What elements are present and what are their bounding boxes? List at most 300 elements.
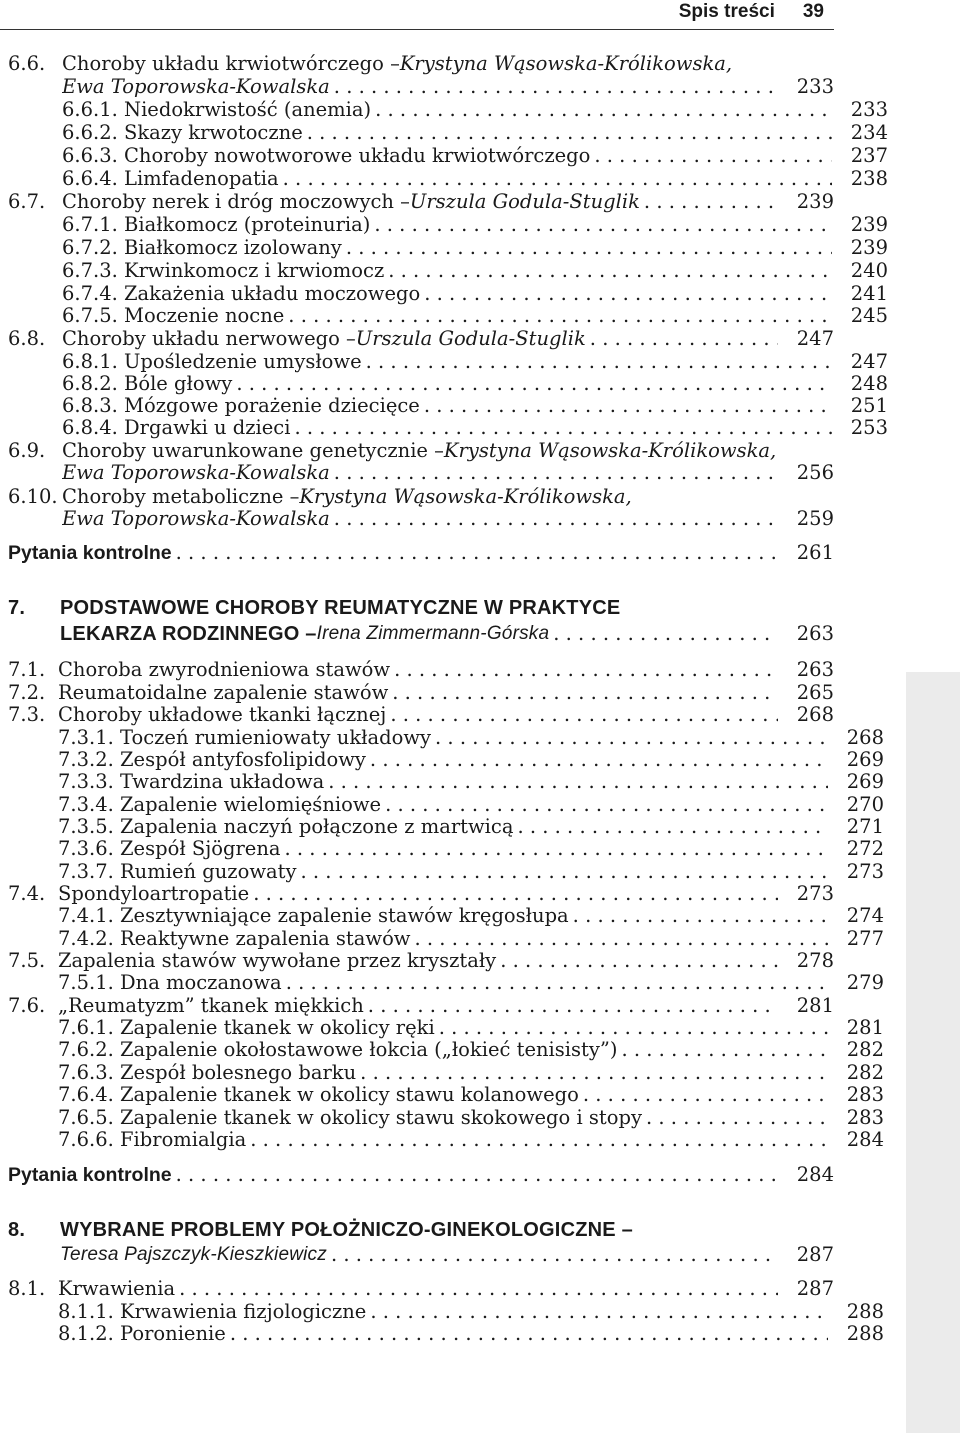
toc-entry bbox=[0, 190, 834, 214]
toc-entry-page: 233 bbox=[796, 75, 834, 98]
toc-entry-number: 6.6.4. bbox=[62, 167, 118, 190]
toc-dot-leader bbox=[368, 994, 778, 1018]
toc-entry-body bbox=[124, 350, 840, 374]
toc-entry-title: Limfadenopatia bbox=[124, 167, 279, 190]
toc-entry bbox=[0, 1218, 834, 1242]
toc-entry-page: 272 bbox=[846, 837, 884, 860]
toc-entry-page: 268 bbox=[796, 703, 834, 726]
toc-entry bbox=[0, 1128, 884, 1152]
toc-dot-leader bbox=[621, 1038, 828, 1062]
toc-entry-body bbox=[124, 98, 840, 122]
toc-entry bbox=[0, 98, 888, 122]
toc-entry-number: 6.6. bbox=[8, 52, 46, 75]
toc-entry-title: Choroby uwarunkowane genetycznie – bbox=[62, 439, 444, 462]
toc-entry-page: 282 bbox=[846, 1038, 884, 1061]
toc-entry-author: Teresa Pajszczyk-Kieszkiewicz bbox=[60, 1244, 327, 1265]
toc-entry bbox=[0, 1300, 884, 1324]
toc-entry-number: 6.8.4. bbox=[62, 416, 118, 439]
toc-entry-title: Poronienie bbox=[120, 1322, 226, 1345]
toc-entry bbox=[0, 121, 888, 145]
toc-dot-leader bbox=[301, 860, 829, 884]
toc-entry bbox=[0, 304, 888, 328]
toc-entry-number: 6.7.1. bbox=[62, 213, 118, 236]
toc-entry-title: Pytania kontrolne bbox=[8, 1164, 172, 1186]
toc-dot-leader bbox=[439, 1016, 828, 1040]
toc-dot-leader bbox=[288, 304, 832, 328]
toc-entry-page: 284 bbox=[796, 1163, 834, 1186]
toc-entry-number: 6.6.3. bbox=[62, 144, 118, 167]
toc-entry-title: „Reumatyzm” tkanek miękkich bbox=[58, 994, 364, 1017]
toc-entry-title: Zapalenie wielomięśniowe bbox=[120, 793, 382, 816]
toc-dot-leader bbox=[553, 622, 778, 646]
toc-dot-leader bbox=[590, 327, 778, 351]
toc-dot-leader bbox=[331, 1243, 778, 1267]
toc-dot-leader bbox=[253, 882, 778, 906]
toc-entry-body bbox=[62, 461, 786, 485]
toc-entry-number: 6.7. bbox=[8, 190, 46, 213]
toc-entry-title: LEKARZA RODZINNEGO – bbox=[60, 623, 317, 645]
toc-entry bbox=[0, 350, 888, 374]
toc-entry-page: 251 bbox=[850, 394, 888, 417]
toc-entry-body bbox=[60, 622, 786, 646]
toc-dot-leader bbox=[390, 703, 778, 727]
toc-entry-title: Zakażenia układu moczowego bbox=[124, 282, 421, 305]
toc-entry-body bbox=[62, 75, 786, 99]
toc-dot-leader bbox=[517, 815, 828, 839]
toc-entry bbox=[0, 1106, 884, 1130]
toc-entry-title: Reaktywne zapalenia stawów bbox=[120, 927, 411, 950]
toc-entry-page: 247 bbox=[796, 327, 834, 350]
toc-entry-body bbox=[58, 882, 786, 906]
toc-entry-body bbox=[58, 1277, 786, 1301]
toc-entry-body bbox=[62, 485, 786, 509]
toc-dot-leader bbox=[424, 394, 832, 418]
toc-dot-leader bbox=[366, 350, 832, 374]
toc-entry bbox=[0, 726, 884, 750]
toc-entry-title: Spondyloartropatie bbox=[58, 882, 250, 905]
toc-entry bbox=[0, 1243, 834, 1267]
toc-entry-page: 233 bbox=[850, 98, 888, 121]
toc-entry-page: 248 bbox=[850, 372, 888, 395]
toc-entry-number: 7.3.4. bbox=[58, 793, 114, 816]
toc-entry-body bbox=[124, 394, 840, 418]
toc-entry-body bbox=[120, 726, 836, 750]
toc-entry-body bbox=[124, 144, 840, 168]
toc-entry bbox=[0, 994, 834, 1018]
toc-entry-page: 288 bbox=[846, 1300, 884, 1323]
toc-entry-number: 7.1. bbox=[8, 658, 46, 681]
toc-entry bbox=[0, 282, 888, 306]
toc-entry bbox=[0, 1277, 834, 1301]
toc-entry-title: Zapalenie tkanek w okolicy ręki bbox=[120, 1016, 435, 1039]
toc-entry bbox=[0, 770, 884, 794]
toc-entry-page: 259 bbox=[796, 507, 834, 530]
toc-dot-leader bbox=[370, 748, 828, 772]
toc-entry-body bbox=[58, 681, 786, 705]
toc-entry-body bbox=[124, 259, 840, 283]
toc-entry-title: Choroby metaboliczne – bbox=[62, 485, 300, 508]
toc-entry-body bbox=[120, 748, 836, 772]
toc-dot-leader bbox=[285, 837, 828, 861]
toc-entry-title: Zapalenie okołostawowe łokcia („łokieć tenisisty”) bbox=[120, 1038, 618, 1061]
toc-entry-title: Zapalenia naczyń połączone z martwicą bbox=[120, 815, 514, 838]
toc-entry-page: 261 bbox=[796, 541, 834, 564]
toc-entry-body bbox=[120, 1128, 836, 1152]
toc-entry-number: 7.6. bbox=[8, 994, 46, 1017]
toc-entry-title: Choroby nerek i dróg moczowych – bbox=[62, 190, 410, 213]
toc-dot-leader bbox=[360, 1061, 828, 1085]
toc-entry-title: Zespół bolesnego barku bbox=[120, 1061, 357, 1084]
toc-entry-number: 7.4. bbox=[8, 882, 46, 905]
toc-entry bbox=[0, 507, 834, 531]
toc-entry-body bbox=[120, 1322, 836, 1346]
toc-entry-number: 6.7.2. bbox=[62, 236, 118, 259]
toc-dot-leader bbox=[346, 236, 832, 260]
toc-entry-title: Zapalenie tkanek w okolicy stawu skokowego i stopy bbox=[120, 1106, 642, 1129]
toc-entry bbox=[0, 793, 884, 817]
toc-entry-page: 273 bbox=[846, 860, 884, 883]
toc-entry-page: 263 bbox=[796, 622, 834, 645]
toc-entry-body bbox=[58, 658, 786, 682]
toc-dot-leader bbox=[250, 1128, 828, 1152]
toc-entry-title: Drgawki u dzieci bbox=[124, 416, 291, 439]
toc-entry-number: 7.5. bbox=[8, 949, 46, 972]
toc-dot-leader bbox=[500, 949, 778, 973]
toc-entry-page: 247 bbox=[850, 350, 888, 373]
toc-entry-body bbox=[124, 167, 840, 191]
toc-dot-leader bbox=[573, 904, 828, 928]
toc-entry bbox=[0, 681, 834, 705]
toc-entry-title: Moczenie nocne bbox=[124, 304, 285, 327]
toc-dot-leader bbox=[307, 121, 832, 145]
toc-entry-number: 7.3.1. bbox=[58, 726, 114, 749]
toc-entry-page: 278 bbox=[796, 949, 834, 972]
toc-entry-page: 234 bbox=[850, 121, 888, 144]
toc-dot-leader bbox=[230, 1322, 828, 1346]
toc-entry-number: 6.8.3. bbox=[62, 394, 118, 417]
toc-entry-page: 240 bbox=[850, 259, 888, 282]
toc-entry-author: Krystyna Wąsowska-Królikowska, bbox=[399, 52, 733, 75]
toc-entry-page: 269 bbox=[846, 748, 884, 771]
toc-entry-author: Urszula Godula-Stuglik bbox=[409, 190, 640, 213]
toc-dot-leader bbox=[388, 259, 832, 283]
toc-entry-number: 7.3.7. bbox=[58, 860, 114, 883]
toc-entry bbox=[0, 658, 834, 682]
toc-entry-title: Toczeń rumieniowaty układowy bbox=[120, 726, 432, 749]
toc-entry bbox=[0, 213, 888, 237]
toc-dot-leader bbox=[328, 770, 828, 794]
toc-dot-leader bbox=[435, 726, 828, 750]
toc-entry-number: 6.10. bbox=[8, 485, 58, 508]
toc-entry-number: 6.9. bbox=[8, 439, 46, 462]
toc-entry bbox=[0, 837, 884, 861]
toc-entry-body bbox=[58, 994, 786, 1018]
toc-entry-title: Zapalenie tkanek w okolicy stawu kolanowego bbox=[120, 1083, 579, 1106]
toc-entry-title: Zapalenia stawów wywołane przez kryształy bbox=[58, 949, 497, 972]
toc-entry bbox=[0, 327, 834, 351]
toc-entry-number: 7.3.6. bbox=[58, 837, 114, 860]
toc-entry-page: 265 bbox=[796, 681, 834, 704]
toc-entry-author: Krystyna Wąsowska-Królikowska, bbox=[443, 439, 777, 462]
toc-entry-page: 287 bbox=[796, 1277, 834, 1300]
toc-entry-body bbox=[62, 52, 786, 76]
toc-entry-page: 283 bbox=[846, 1106, 884, 1129]
toc-entry-number: 8.1.1. bbox=[58, 1300, 114, 1323]
toc-entry-page: 238 bbox=[850, 167, 888, 190]
toc-entry-title: Twardzina układowa bbox=[120, 770, 325, 793]
toc-entry-body bbox=[120, 927, 836, 951]
toc-entry-author: Krystyna Wąsowska-Królikowska, bbox=[299, 485, 632, 508]
toc-entry bbox=[0, 439, 834, 463]
toc-entry-number: 6.8. bbox=[8, 327, 46, 350]
toc-entry bbox=[0, 622, 834, 646]
toc-dot-leader bbox=[370, 1300, 828, 1324]
toc-entry bbox=[0, 236, 888, 260]
toc-entry bbox=[0, 882, 834, 906]
toc-entry-body bbox=[60, 1243, 786, 1267]
toc-entry-number: 6.8.2. bbox=[62, 372, 118, 395]
toc-dot-leader bbox=[283, 167, 832, 191]
toc-entry-body bbox=[58, 949, 786, 973]
toc-entry-number: 6.7.5. bbox=[62, 304, 118, 327]
toc-entry bbox=[0, 75, 834, 99]
toc-entry-author: Ewa Toporowska-Kowalska bbox=[62, 75, 330, 98]
toc-entry-page: 268 bbox=[846, 726, 884, 749]
toc-entry-number: 7.6.6. bbox=[58, 1128, 114, 1151]
toc-dot-leader bbox=[334, 75, 778, 99]
toc-entry-title: Rumień guzowaty bbox=[120, 860, 297, 883]
toc-entry-body bbox=[8, 541, 786, 565]
toc-entry-page: 283 bbox=[846, 1083, 884, 1106]
toc-entry-page: 271 bbox=[846, 815, 884, 838]
toc-entry-number: 6.7.4. bbox=[62, 282, 118, 305]
toc-entry bbox=[0, 1322, 884, 1346]
toc-entry-number: 6.6.2. bbox=[62, 121, 118, 144]
toc-entry-page: 239 bbox=[850, 213, 888, 236]
toc-entry-title: WYBRANE PROBLEMY POŁOŻNICZO-GINEKOLOGICZNE – bbox=[60, 1219, 633, 1241]
toc-dot-leader bbox=[236, 372, 832, 396]
toc-entry-body bbox=[124, 213, 840, 237]
toc-entry-number: 7.4.2. bbox=[58, 927, 114, 950]
toc-entry-body bbox=[124, 236, 840, 260]
toc-entry-number: 7.3. bbox=[8, 703, 46, 726]
toc-entry-title: Dna moczanowa bbox=[120, 971, 282, 994]
toc-entry-body bbox=[60, 596, 786, 620]
toc-entry-body bbox=[60, 1218, 786, 1242]
toc-entry-title: Krwinkomocz i krwiomocz bbox=[124, 259, 385, 282]
toc-entry bbox=[0, 167, 888, 191]
toc-entry-body bbox=[120, 1061, 836, 1085]
toc-entry-number: 7.2. bbox=[8, 681, 46, 704]
toc-entry-page: 274 bbox=[846, 904, 884, 927]
toc-entry-title: PODSTAWOWE CHOROBY REUMATYCZNE W PRAKTYCE bbox=[60, 597, 621, 619]
toc-entry-page: 239 bbox=[796, 190, 834, 213]
toc-dot-leader bbox=[646, 1106, 828, 1130]
toc-entry-number: 7.6.3. bbox=[58, 1061, 114, 1084]
toc-dot-leader bbox=[385, 793, 828, 817]
toc-entry-title: Pytania kontrolne bbox=[8, 542, 172, 564]
toc-entry-body bbox=[62, 190, 786, 214]
toc-entry-page: 287 bbox=[796, 1243, 834, 1266]
toc-dot-leader bbox=[394, 658, 778, 682]
toc-entry bbox=[0, 416, 888, 440]
toc-dot-leader bbox=[374, 213, 832, 237]
toc-entry-page: 239 bbox=[850, 236, 888, 259]
toc-dot-leader bbox=[392, 681, 778, 705]
toc-entry-page: 279 bbox=[846, 971, 884, 994]
toc-entry-body bbox=[62, 327, 786, 351]
toc-entry bbox=[0, 860, 884, 884]
toc-entry-body bbox=[120, 837, 836, 861]
toc-entry-title: Białkomocz izolowany bbox=[124, 236, 342, 259]
toc-entry-body bbox=[8, 1163, 786, 1187]
toc-entry bbox=[0, 748, 884, 772]
toc-entry-body bbox=[124, 372, 840, 396]
toc-entry-number: 7.6.1. bbox=[58, 1016, 114, 1039]
toc-entry-number: 8. bbox=[8, 1219, 26, 1241]
toc-entry-body bbox=[62, 507, 786, 531]
toc-entry-title: Upośledzenie umysłowe bbox=[124, 350, 362, 373]
toc-entry bbox=[0, 904, 884, 928]
toc-entry bbox=[0, 927, 884, 951]
toc-entry-body bbox=[120, 1083, 836, 1107]
toc-entry bbox=[0, 1038, 884, 1062]
toc-entry-body bbox=[124, 282, 840, 306]
toc-entry bbox=[0, 703, 834, 727]
toc-dot-leader bbox=[644, 190, 778, 214]
toc-entry-number: 6.8.1. bbox=[62, 350, 118, 373]
toc-entry-author: Urszula Godula-Stuglik bbox=[355, 327, 586, 350]
toc-entry-number: 8.1.2. bbox=[58, 1322, 114, 1345]
toc-entry-number: 6.6.1. bbox=[62, 98, 118, 121]
toc-entry-number: 7. bbox=[8, 597, 26, 619]
toc-entry-page: 237 bbox=[850, 144, 888, 167]
toc-entry-title: Białkomocz (proteinuria) bbox=[124, 213, 371, 236]
toc-dot-leader bbox=[179, 1277, 778, 1301]
toc-entry-number: 7.5.1. bbox=[58, 971, 114, 994]
toc-dot-leader bbox=[375, 98, 832, 122]
toc-entry-number: 6.7.3. bbox=[62, 259, 118, 282]
toc-entry-body bbox=[62, 439, 786, 463]
toc-entry-author: Irena Zimmermann-Górska bbox=[316, 623, 550, 644]
toc-entry-page: 273 bbox=[796, 882, 834, 905]
toc-entry-number: 7.4.1. bbox=[58, 904, 114, 927]
toc-entry-title: Fibromialgia bbox=[120, 1128, 247, 1151]
toc-entry bbox=[0, 461, 834, 485]
toc-entry bbox=[0, 1083, 884, 1107]
toc-entry bbox=[0, 394, 888, 418]
toc-entry bbox=[0, 971, 884, 995]
toc-entry-page: 288 bbox=[846, 1322, 884, 1345]
toc-entry bbox=[0, 1163, 834, 1187]
toc-dot-leader bbox=[594, 144, 832, 168]
toc-entry-title: Bóle głowy bbox=[124, 372, 233, 395]
toc-dot-leader bbox=[583, 1083, 828, 1107]
toc-entry-author: Ewa Toporowska-Kowalska bbox=[62, 461, 330, 484]
toc-entry bbox=[0, 1061, 884, 1085]
toc-entry-author: Ewa Toporowska-Kowalska bbox=[62, 507, 330, 530]
toc-entry-page: 245 bbox=[850, 304, 888, 327]
toc-entry-title: Choroby nowotworowe układu krwiotwórczego bbox=[124, 144, 591, 167]
toc-entry-body bbox=[120, 793, 836, 817]
toc-entry bbox=[0, 596, 834, 620]
toc-entry-page: 277 bbox=[846, 927, 884, 950]
toc-entry-body bbox=[120, 971, 836, 995]
toc-entry bbox=[0, 259, 888, 283]
toc-entry-body bbox=[124, 416, 840, 440]
toc-entry-body bbox=[120, 1016, 836, 1040]
toc-entry-title: Choroby układu nerwowego – bbox=[62, 327, 356, 350]
toc-dot-leader bbox=[415, 927, 828, 951]
page-number: 39 bbox=[802, 1, 824, 22]
toc-entry bbox=[0, 949, 834, 973]
toc-entry-title: Choroby układu krwiotwórczego – bbox=[62, 52, 400, 75]
toc-entry-title: Zespół Sjögrena bbox=[120, 837, 281, 860]
toc-entry-body bbox=[124, 121, 840, 145]
toc-entry-title: Krwawienia fizjologiczne bbox=[120, 1300, 367, 1323]
toc-entry-page: 281 bbox=[846, 1016, 884, 1039]
toc-entry-number: 7.6.5. bbox=[58, 1106, 114, 1129]
toc-entry-body bbox=[120, 904, 836, 928]
toc-entry-number: 8.1. bbox=[8, 1277, 46, 1300]
running-head-title: Spis treści bbox=[678, 1, 775, 22]
toc-entry-number: 7.3.3. bbox=[58, 770, 114, 793]
toc-entry-page: 241 bbox=[850, 282, 888, 305]
toc-entry bbox=[0, 372, 888, 396]
toc-entry-title: Zespół antyfosfolipidowy bbox=[120, 748, 366, 771]
toc-entry-title: Mózgowe porażenie dziecięce bbox=[124, 394, 420, 417]
toc-entry bbox=[0, 541, 834, 565]
toc-entry-page: 253 bbox=[850, 416, 888, 439]
toc-entry-body bbox=[120, 1300, 836, 1324]
toc-entry-body bbox=[120, 1106, 836, 1130]
toc-entry-title: Zesztywniające zapalenie stawów kręgosłupa bbox=[120, 904, 569, 927]
toc-entry bbox=[0, 52, 834, 76]
toc-entry-title: Choroby układowe tkanki łącznej bbox=[58, 703, 387, 726]
toc-entry-body bbox=[120, 770, 836, 794]
toc-entry-number: 7.6.2. bbox=[58, 1038, 114, 1061]
toc-entry-page: 284 bbox=[846, 1128, 884, 1151]
toc-dot-leader bbox=[334, 461, 778, 485]
toc-entry-page: 281 bbox=[796, 994, 834, 1017]
toc-entry-body bbox=[58, 703, 786, 727]
toc-entry-body bbox=[120, 860, 836, 884]
toc-entry-page: 270 bbox=[846, 793, 884, 816]
toc-entry-page: 282 bbox=[846, 1061, 884, 1084]
toc-dot-leader bbox=[294, 416, 832, 440]
toc-entry bbox=[0, 815, 884, 839]
toc-entry-title: Skazy krwotoczne bbox=[124, 121, 303, 144]
toc-entry-number: 7.6.4. bbox=[58, 1083, 114, 1106]
toc-dot-leader bbox=[286, 971, 828, 995]
toc-dot-leader bbox=[176, 541, 778, 565]
toc-entry-title: Choroba zwyrodnieniowa stawów bbox=[58, 658, 391, 681]
toc-entry-number: 7.3.5. bbox=[58, 815, 114, 838]
toc-entry-title: Krwawienia bbox=[58, 1277, 176, 1300]
toc-entry-body bbox=[120, 815, 836, 839]
toc-entry-number: 7.3.2. bbox=[58, 748, 114, 771]
toc-entry-title: Niedokrwistość (anemia) bbox=[124, 98, 372, 121]
toc-entry-page: 256 bbox=[796, 461, 834, 484]
toc-entry bbox=[0, 1016, 884, 1040]
toc-dot-leader bbox=[176, 1163, 778, 1187]
toc-entry-body bbox=[124, 304, 840, 328]
toc-dot-leader bbox=[334, 507, 778, 531]
toc-entry-page: 263 bbox=[796, 658, 834, 681]
toc-entry-title: Reumatoidalne zapalenie stawów bbox=[58, 681, 389, 704]
toc-entry-page: 269 bbox=[846, 770, 884, 793]
toc-entry-body bbox=[120, 1038, 836, 1062]
